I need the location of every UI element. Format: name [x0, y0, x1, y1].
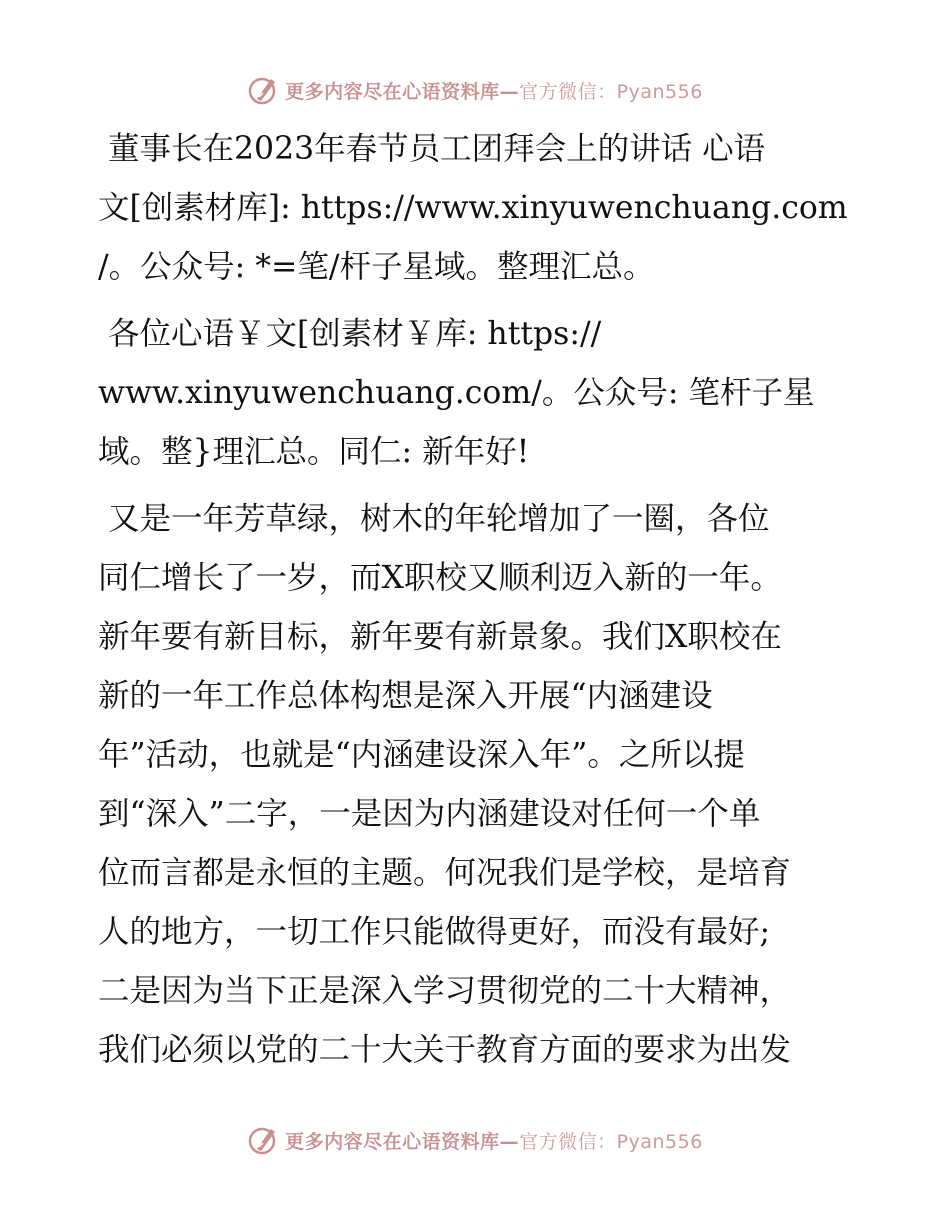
text-line: 新的一年工作总体构想是深入开展“内涵建设	[98, 678, 713, 714]
watermark-wechat: 官方微信：Pyan556	[519, 80, 703, 103]
text-line: 我们必须以党的二十大关于教育方面的要求为出发	[98, 1032, 792, 1068]
document-body	[98, 120, 858, 1088]
text-line: www.xinyuwenchuang.com/。公众号: 笔杆子星	[98, 375, 815, 411]
watermark-wechat: 官方微信：Pyan556	[519, 1130, 703, 1153]
footer-watermark	[0, 1120, 950, 1160]
header-watermark	[0, 70, 950, 110]
paragraph-greeting	[98, 305, 858, 482]
text-line: 到“深入”二字，一是因为内涵建设对任何一个单	[98, 796, 761, 832]
text-line: 各位心语￥文[创素材￥库: https://	[108, 316, 602, 352]
watermark-text	[285, 77, 703, 104]
paragraph-body	[98, 490, 858, 1080]
quill-circle-icon	[247, 73, 281, 107]
text-line: 又是一年芳草绿，树木的年轮增加了一圈，各位	[108, 501, 770, 537]
text-line: 同仁增长了一岁，而X职校又顺利迈入新的一年。	[98, 560, 782, 596]
text-line: 二是因为当下正是深入学习贯彻党的二十大精神，	[98, 973, 792, 1009]
paragraph-title	[98, 120, 858, 297]
watermark-text	[285, 1127, 703, 1154]
text-line: 新年要有新目标，新年要有新景象。我们X职校在	[98, 619, 782, 655]
text-line: 年”活动，也就是“内涵建设深入年”。之所以提	[98, 737, 745, 773]
text-line: 位而言都是永恒的主题。何况我们是学校，是培育	[98, 855, 792, 891]
text-line: 董事长在2023年春节员工团拜会上的讲话 心语	[108, 131, 766, 167]
text-line: 域。整}理汇总。同仁: 新年好!	[98, 434, 530, 470]
watermark-promo: 更多内容尽在心语资料库—	[285, 80, 520, 103]
text-line: 人的地方，一切工作只能做得更好，而没有最好;	[98, 914, 771, 950]
watermark-promo: 更多内容尽在心语资料库—	[285, 1130, 520, 1153]
text-line: /。公众号: *=笔/杆子星域。整理汇总。	[98, 249, 655, 285]
text-line: 文[创素材库]: https://www.xinyuwenchuang.com	[98, 190, 848, 226]
quill-circle-icon	[247, 1123, 281, 1157]
